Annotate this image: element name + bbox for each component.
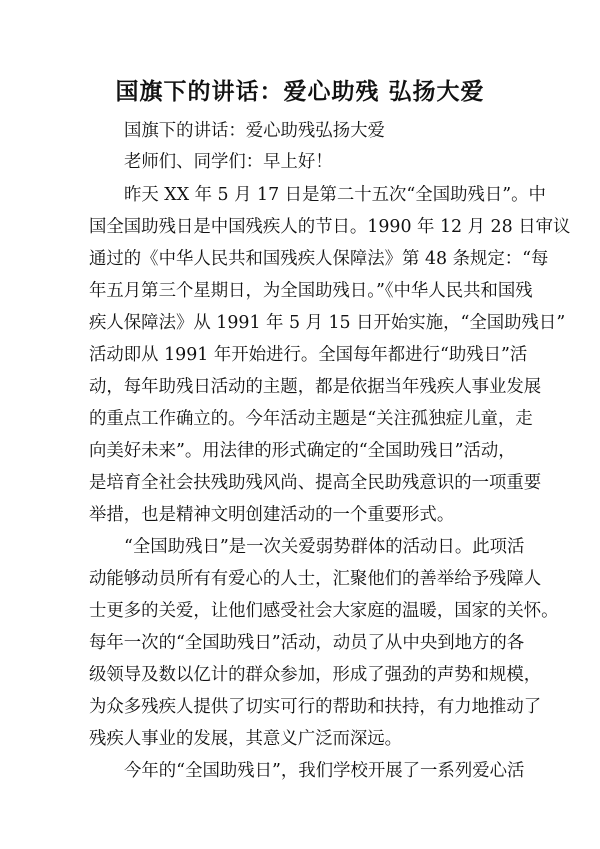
paragraph-line: 士更多的关爱，让他们感受社会大家庭的温暖，国家的关怀。 [89, 601, 559, 621]
document-title: 国旗下的讲话：爱心助残 弘扬大爱 [115, 78, 485, 105]
paragraph-line: “全国助残日”是一次关爱弱势群体的活动日。此项活 [124, 537, 525, 557]
paragraph-line: 向美好未来”。用法律的形式确定的“全国助残日”活动， [89, 441, 516, 461]
paragraph-line: 通过的《中华人民共和国残疾人保障法》第 48 条规定：“每 [89, 249, 549, 269]
paragraph-line: 今年的“全国助残日”，我们学校开展了一系列爱心活 [124, 761, 525, 781]
paragraph-line: 是培育全社会扶残助残风尚、提高全民助残意识的一项重要 [89, 473, 542, 493]
paragraph-line: 的重点工作确立的。今年活动主题是“关注孤独症儿童，走 [89, 409, 533, 429]
subtitle-line: 国旗下的讲话：爱心助残弘扬大爱 [124, 121, 385, 141]
paragraph-line: 每年一次的“全国助残日”活动，动员了从中央到地方的各 [89, 633, 525, 653]
paragraph-line: 年五月第三个星期日，为全国助残日。”《中华人民共和国残 [89, 281, 533, 301]
paragraph-line: 动，每年助残日活动的主题，都是依据当年残疾人事业发展 [89, 377, 542, 397]
paragraph-line: 昨天 XX 年 5 月 17 日是第二十五次“全国助残日”。中 [124, 185, 546, 205]
paragraph-line: 国全国助残日是中国残疾人的节日。1990 年 12 月 28 日审议 [89, 217, 571, 237]
paragraph-line: 动能够动员所有有爱心的人士，汇聚他们的善举给予残障人 [89, 569, 542, 589]
paragraph-line: 疾人保障法》从 1991 年 5 月 15 日开始实施，“全国助残日” [89, 313, 566, 333]
paragraph-line: 活动即从 1991 年开始进行。全国每年都进行“助残日”活 [89, 345, 528, 365]
paragraph-line: 为众多残疾人提供了切实可行的帮助和扶持，有力地推动了 [89, 697, 542, 717]
greeting-line: 老师们、同学们：早上好！ [124, 152, 333, 172]
paragraph-line: 级领导及数以亿计的群众参加，形成了强劲的声势和规模， [89, 665, 542, 685]
paragraph-line: 举措，也是精神文明创建活动的一个重要形式。 [89, 505, 455, 525]
paragraph-line: 残疾人事业的发展，其意义广泛而深远。 [89, 729, 403, 749]
